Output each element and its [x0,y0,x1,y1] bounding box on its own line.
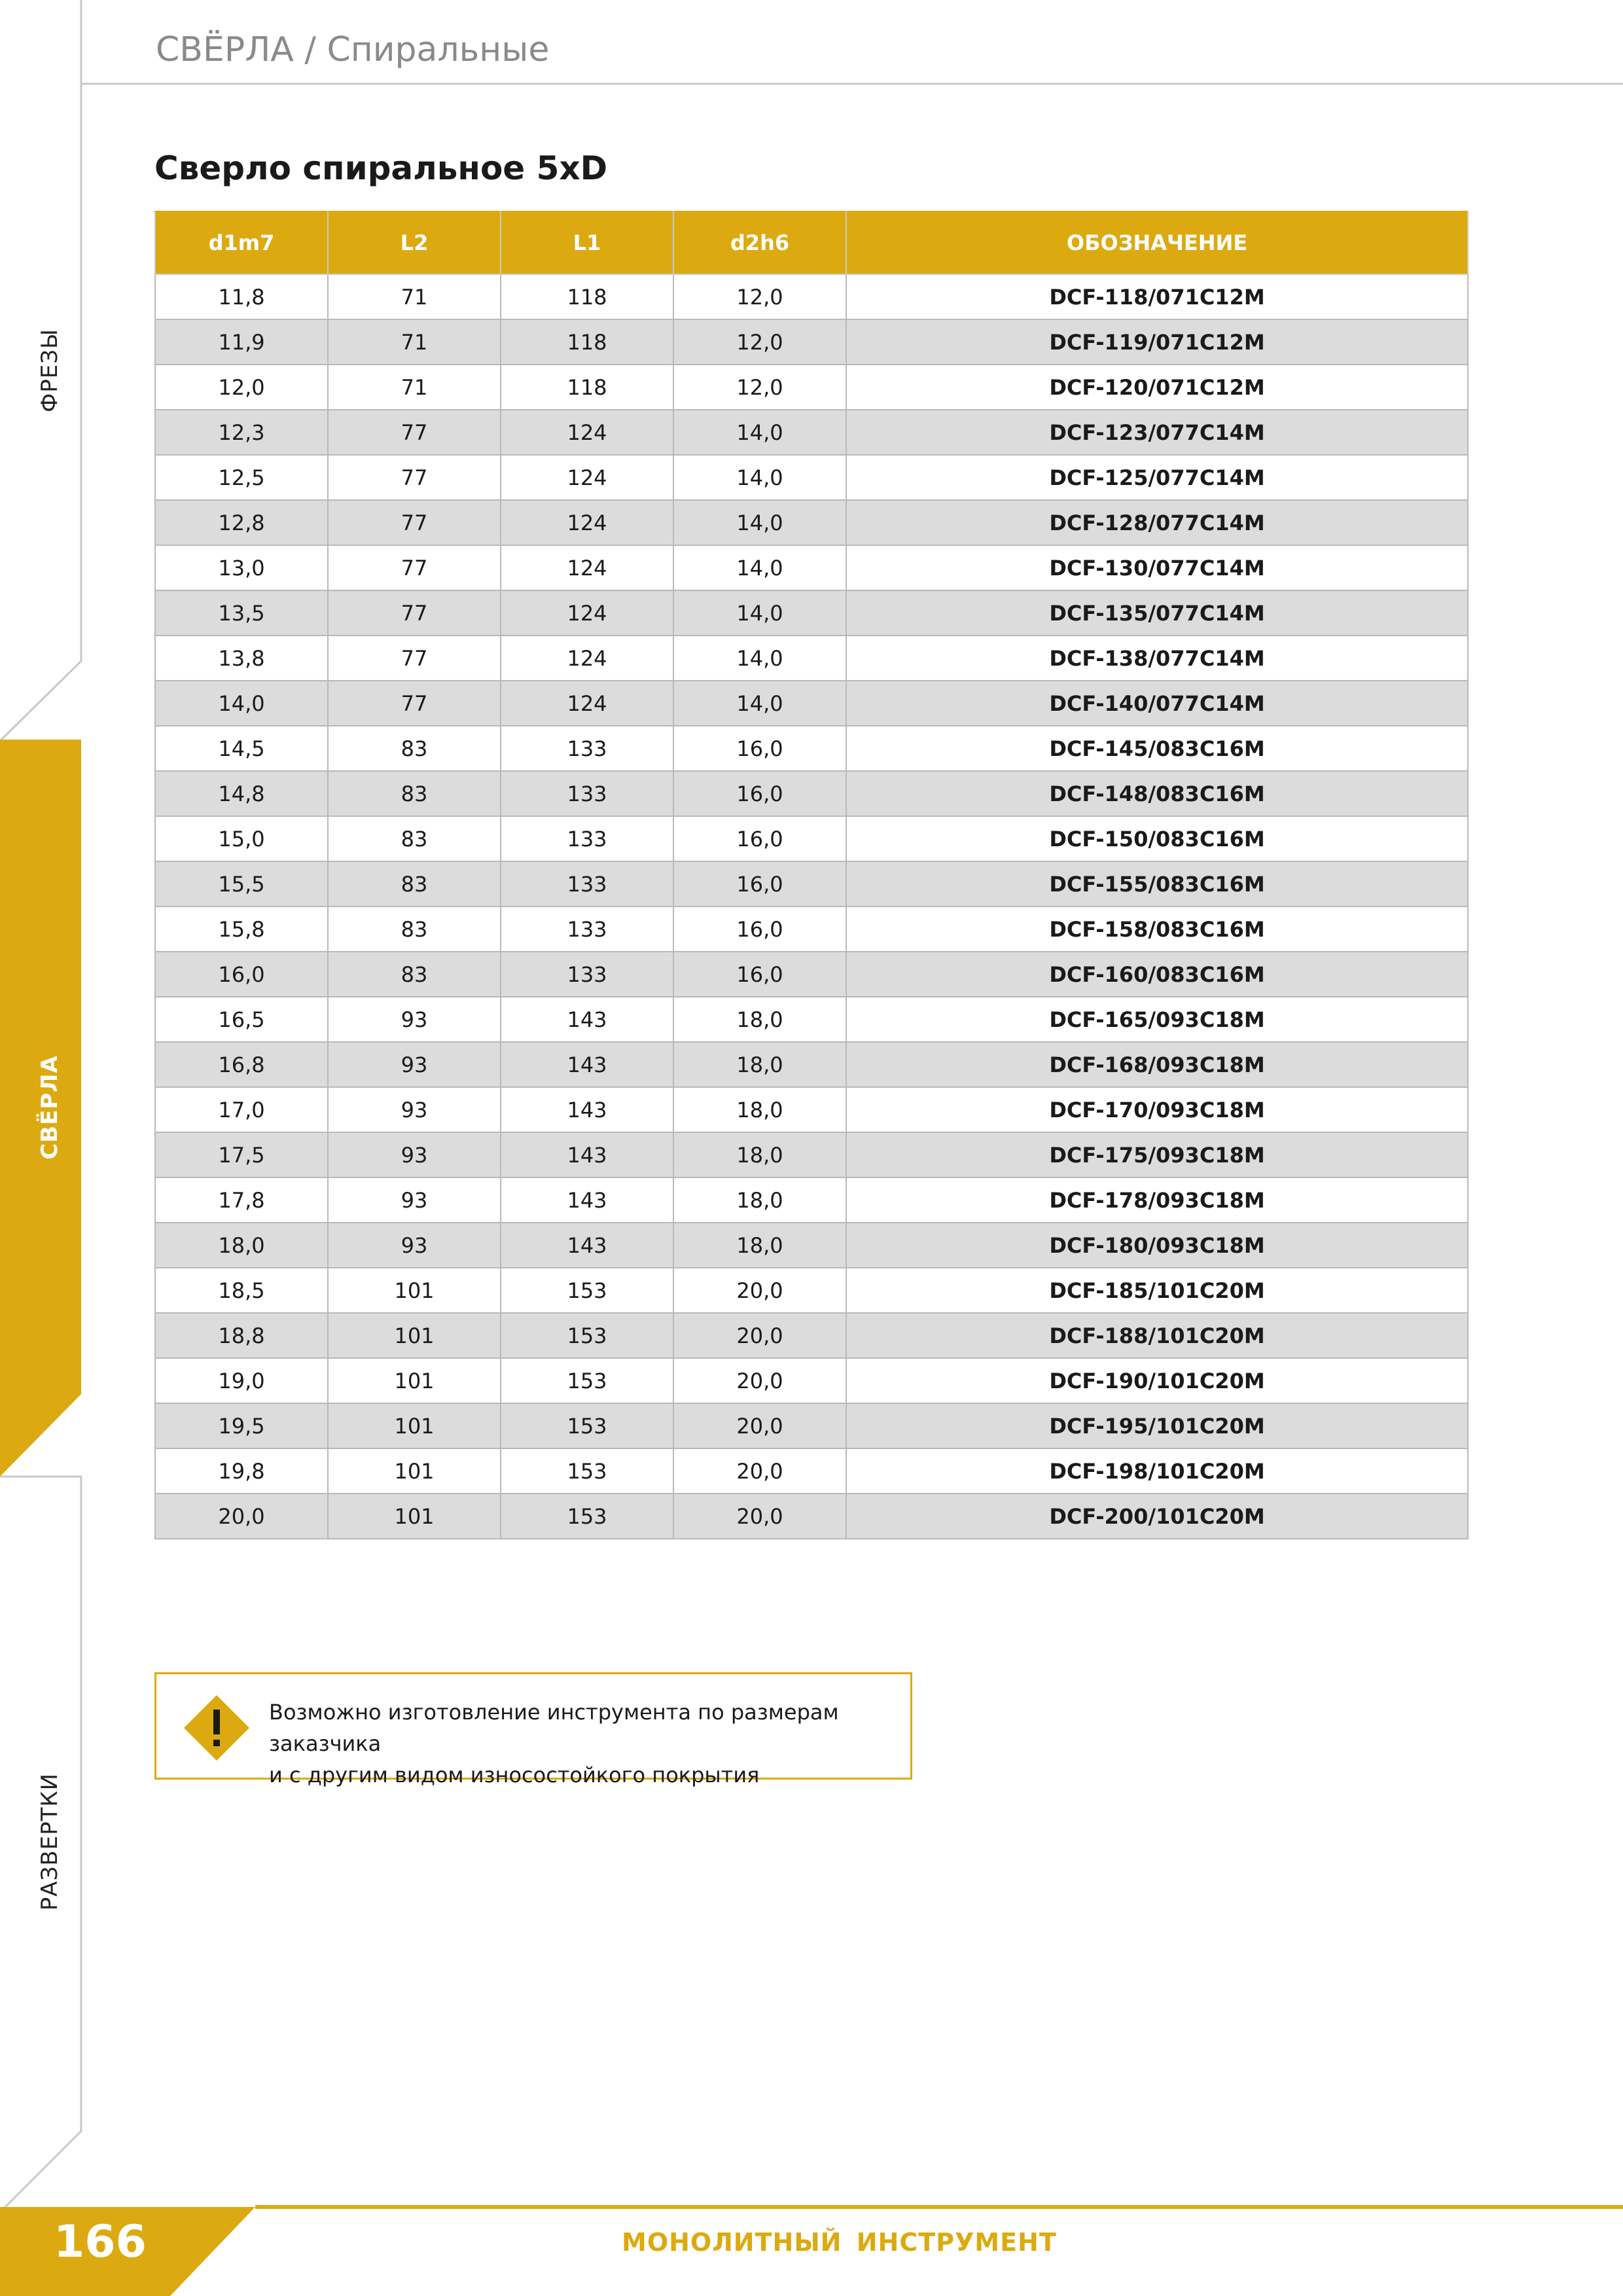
table-cell: 101 [328,1403,501,1448]
table-cell: 14,0 [673,500,846,545]
table-cell: 14,0 [673,636,846,681]
table-cell: 16,0 [673,952,846,997]
table-row [155,906,1468,952]
designation-cell: DCF-165/093C18M [846,997,1468,1042]
designation-cell: DCF-175/093C18M [846,1132,1468,1177]
warning-icon [183,1694,251,1762]
table-cell: 20,0 [673,1403,846,1448]
table-cell: 18,0 [673,1042,846,1087]
table-cell: 14,0 [673,590,846,636]
table-cell: 20,0 [673,1313,846,1358]
column-header: ОБОЗНАЧЕНИЕ [846,211,1468,274]
note-line-1: Возможно изготовление инструмента по размерам заказчика [269,1700,839,1756]
table-row [155,952,1468,997]
table-cell: 14,0 [673,455,846,500]
table-cell: 93 [328,997,501,1042]
table-cell: 133 [501,952,673,997]
designation-cell: DCF-130/077C14M [846,545,1468,590]
table-row [155,1313,1468,1358]
column-header: d1m7 [155,211,328,274]
table-cell: 77 [328,636,501,681]
table-cell: 14,0 [673,545,846,590]
table-cell: 133 [501,861,673,906]
table-cell: 101 [328,1313,501,1358]
table-cell: 133 [501,726,673,771]
footer-label: МОНОЛИТНЫЙ ИНСТРУМЕНТ [622,2228,1057,2257]
designation-cell: DCF-155/083C16M [846,861,1468,906]
table-cell: 14,8 [155,771,328,816]
table-cell: 133 [501,906,673,952]
table-row [155,636,1468,681]
note-box [154,1672,912,1787]
table-cell: 13,8 [155,636,328,681]
table-row [155,1358,1468,1403]
table-cell: 124 [501,545,673,590]
section-breadcrumb: СВЁРЛА / Спиральные [156,30,550,69]
designation-cell: DCF-118/071C12M [846,274,1468,319]
table-cell: 153 [501,1448,673,1494]
table-cell: 12,0 [673,274,846,319]
designation-cell: DCF-145/083C16M [846,726,1468,771]
designation-cell: DCF-120/071C12M [846,365,1468,410]
table-body [155,274,1468,1539]
designation-cell: DCF-180/093C18M [846,1223,1468,1268]
note-text [269,1696,910,1791]
table-cell: 17,8 [155,1177,328,1223]
table-cell: 14,0 [673,410,846,455]
table-row [155,1177,1468,1223]
table-row [155,681,1468,726]
table-cell: 20,0 [155,1494,328,1539]
table-cell: 83 [328,861,501,906]
table-row [155,726,1468,771]
table-cell: 124 [501,410,673,455]
table-cell: 20,0 [673,1358,846,1403]
table-cell: 13,5 [155,590,328,636]
spec-table [154,211,1469,1539]
table-cell: 71 [328,319,501,365]
table-cell: 118 [501,319,673,365]
table-row [155,771,1468,816]
table-cell: 19,8 [155,1448,328,1494]
table-cell: 12,0 [673,319,846,365]
designation-cell: DCF-128/077C14M [846,500,1468,545]
table-cell: 101 [328,1268,501,1313]
table-row [155,500,1468,545]
note-line-2: и с другим видом износостойкого покрытия [269,1763,760,1787]
table-cell: 77 [328,500,501,545]
table-cell: 20,0 [673,1448,846,1494]
table-cell: 77 [328,545,501,590]
table-cell: 12,5 [155,455,328,500]
table-cell: 16,0 [673,726,846,771]
table-row [155,365,1468,410]
table-cell: 14,5 [155,726,328,771]
table-cell: 17,0 [155,1087,328,1132]
table-row [155,1087,1468,1132]
table-cell: 20,0 [673,1268,846,1313]
designation-cell: DCF-140/077C14M [846,681,1468,726]
table-cell: 124 [501,636,673,681]
designation-cell: DCF-178/093C18M [846,1177,1468,1223]
designation-cell: DCF-160/083C16M [846,952,1468,997]
designation-cell: DCF-195/101C20M [846,1403,1468,1448]
designation-cell: DCF-170/093C18M [846,1087,1468,1132]
table-cell: 93 [328,1223,501,1268]
table-cell: 16,0 [673,771,846,816]
designation-cell: DCF-123/077C14M [846,410,1468,455]
table-cell: 16,8 [155,1042,328,1087]
table-header-row [155,211,1468,274]
side-tab-reamers[interactable]: РАЗВЕРТКИ [37,1772,63,1911]
side-tab-nav [0,0,85,2296]
table-cell: 153 [501,1403,673,1448]
table-cell: 83 [328,952,501,997]
table-row [155,1042,1468,1087]
table-cell: 18,0 [673,1132,846,1177]
table-cell: 14,0 [673,681,846,726]
table-cell: 16,0 [673,906,846,952]
designation-cell: DCF-125/077C14M [846,455,1468,500]
table-row [155,1223,1468,1268]
table-cell: 124 [501,455,673,500]
table-cell: 14,0 [155,681,328,726]
table-cell: 133 [501,816,673,861]
table-cell: 18,0 [155,1223,328,1268]
table-cell: 153 [501,1358,673,1403]
table-cell: 143 [501,997,673,1042]
table-cell: 133 [501,771,673,816]
designation-cell: DCF-198/101C20M [846,1448,1468,1494]
table-cell: 101 [328,1358,501,1403]
table-cell: 11,9 [155,319,328,365]
table-cell: 12,0 [155,365,328,410]
table-cell: 19,5 [155,1403,328,1448]
table-cell: 16,0 [673,816,846,861]
table-cell: 18,0 [673,1223,846,1268]
table-row [155,861,1468,906]
table-cell: 143 [501,1132,673,1177]
table-cell: 93 [328,1042,501,1087]
table-row [155,1268,1468,1313]
table-cell: 17,5 [155,1132,328,1177]
table-cell: 18,0 [673,1087,846,1132]
table-cell: 93 [328,1177,501,1223]
table-cell: 83 [328,906,501,952]
designation-cell: DCF-190/101C20M [846,1358,1468,1403]
table-cell: 15,0 [155,816,328,861]
designation-cell: DCF-135/077C14M [846,590,1468,636]
table-cell: 143 [501,1177,673,1223]
table-cell: 77 [328,681,501,726]
designation-cell: DCF-148/083C16M [846,771,1468,816]
table-cell: 77 [328,590,501,636]
side-tab-drills[interactable]: СВЁРЛА [37,1055,63,1160]
table-cell: 77 [328,455,501,500]
table-cell: 18,5 [155,1268,328,1313]
table-cell: 19,0 [155,1358,328,1403]
table-cell: 143 [501,1223,673,1268]
designation-cell: DCF-168/093C18M [846,1042,1468,1087]
table-cell: 12,8 [155,500,328,545]
page-number: 166 [54,2216,147,2268]
table-cell: 143 [501,1087,673,1132]
table-cell: 101 [328,1448,501,1494]
table-cell: 12,3 [155,410,328,455]
table-row [155,1448,1468,1494]
table-row [155,816,1468,861]
table-cell: 83 [328,816,501,861]
table-cell: 77 [328,410,501,455]
table-row [155,1494,1468,1539]
table-cell: 11,8 [155,274,328,319]
table-cell: 124 [501,681,673,726]
table-row [155,1403,1468,1448]
table-cell: 101 [328,1494,501,1539]
table-cell: 16,0 [673,861,846,906]
table-cell: 83 [328,726,501,771]
designation-cell: DCF-158/083C16M [846,906,1468,952]
table-row [155,997,1468,1042]
column-header: d2h6 [673,211,846,274]
table-row [155,319,1468,365]
designation-cell: DCF-185/101C20M [846,1268,1468,1313]
table-row [155,410,1468,455]
table-cell: 16,0 [155,952,328,997]
column-header: L1 [501,211,673,274]
table-cell: 153 [501,1494,673,1539]
designation-cell: DCF-138/077C14M [846,636,1468,681]
table-row [155,274,1468,319]
table-cell: 124 [501,590,673,636]
designation-cell: DCF-200/101C20M [846,1494,1468,1539]
table-cell: 12,0 [673,365,846,410]
table-cell: 18,0 [673,997,846,1042]
table-cell: 93 [328,1087,501,1132]
table-cell: 143 [501,1042,673,1087]
column-header: L2 [328,211,501,274]
table-cell: 153 [501,1268,673,1313]
table-cell: 71 [328,274,501,319]
table-cell: 153 [501,1313,673,1358]
side-tab-milling[interactable]: ФРЕЗЫ [37,328,63,413]
table-cell: 93 [328,1132,501,1177]
table-cell: 13,0 [155,545,328,590]
table-cell: 16,5 [155,997,328,1042]
table-cell: 83 [328,771,501,816]
table-cell: 15,8 [155,906,328,952]
table-cell: 18,0 [673,1177,846,1223]
table-cell: 18,8 [155,1313,328,1358]
designation-cell: DCF-150/083C16M [846,816,1468,861]
table-cell: 71 [328,365,501,410]
table-cell: 15,5 [155,861,328,906]
table-cell: 118 [501,274,673,319]
table-cell: 20,0 [673,1494,846,1539]
table-row [155,1132,1468,1177]
table-row [155,545,1468,590]
designation-cell: DCF-119/071C12M [846,319,1468,365]
table-row [155,590,1468,636]
table-row [155,455,1468,500]
table-cell: 124 [501,500,673,545]
page-title: Сверло спиральное 5xD [154,149,608,187]
table-cell: 118 [501,365,673,410]
designation-cell: DCF-188/101C20M [846,1313,1468,1358]
